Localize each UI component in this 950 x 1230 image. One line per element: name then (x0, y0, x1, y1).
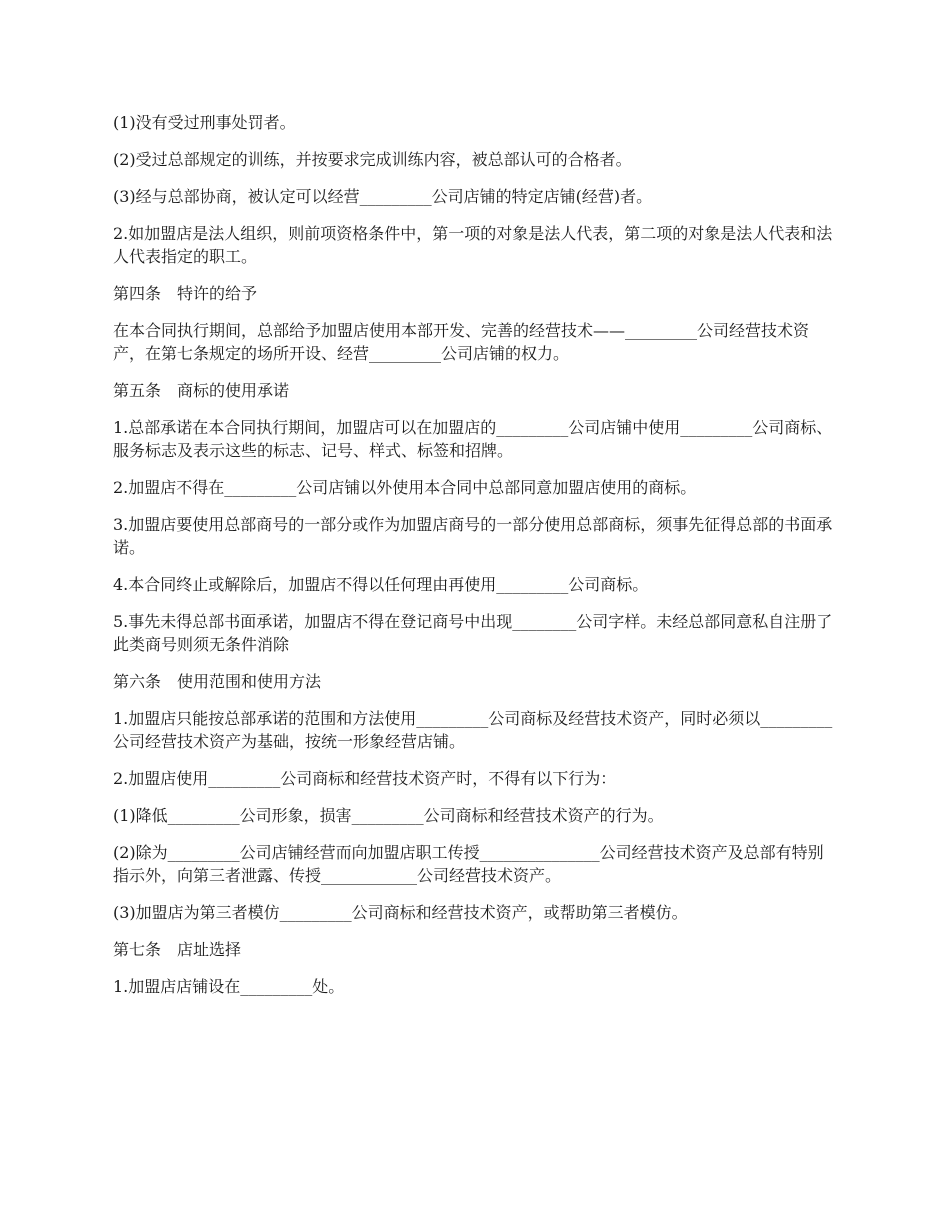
article-5-heading: 第五条 商标的使用承诺 (113, 381, 290, 400)
article-6-subitem-3: (3)加盟店为第三者模仿_________公司商标和经营技术资产，或帮助第三者模仿。 (113, 903, 688, 922)
clause-legal-entity: 2.如加盟店是法人组织，则前项资格条件中，第一项的对象是法人代表，第二项的对象是法人代表和法人代表指定的职工。 (113, 224, 833, 266)
article-5-item-5: 5.事先未得总部书面承诺，加盟店不得在登记商号中出现________公司字样。未经总部同意私自注册了此类商号则须无条件消除 (113, 612, 833, 654)
article-5-item-2: 2.加盟店不得在_________公司店铺以外使用本合同中总部同意加盟店使用的商标。 (113, 478, 697, 497)
article-6-item-2: 2.加盟店使用_________公司商标和经营技术资产时，不得有以下行为： (113, 769, 617, 788)
article-5-item-1: 1.总部承诺在本合同执行期间，加盟店可以在加盟店的_________公司店铺中使用_________公司商标、服务标志及表示这些的标志、记号、样式、标签和招牌。 (113, 418, 833, 460)
clause-qualification-2: (2)受过总部规定的训练，并按要求完成训练内容，被总部认可的合格者。 (113, 150, 632, 169)
article-6-heading: 第六条 使用范围和使用方法 (113, 672, 322, 691)
article-6-subitem-2: (2)除为_________公司店铺经营而向加盟店职工传授_______________公司经营技术资产及总部有特别指示外，向第三者泄露、传授____________公司经营技术资产。 (113, 843, 824, 885)
clause-qualification-1: (1)没有受过刑事处罚者。 (113, 113, 296, 132)
article-6-item-1: 1.加盟店只能按总部承诺的范围和方法使用_________公司商标及经营技术资产，同时必须以_________公司经营技术资产为基础，按统一形象经营店铺。 (113, 709, 833, 751)
article-6-subitem-1: (1)降低_________公司形象，损害_________公司商标和经营技术资产的行为。 (113, 806, 664, 825)
article-5-item-3: 3.加盟店要使用总部商号的一部分或作为加盟店商号的一部分使用总部商标，须事先征得总部的书面承诺。 (113, 515, 833, 557)
article-5-item-4: 4.本合同终止或解除后，加盟店不得以任何理由再使用_________公司商标。 (113, 575, 649, 594)
article-7-item-1: 1.加盟店店铺设在_________处。 (113, 977, 345, 996)
article-4-body: 在本合同执行期间，总部给予加盟店使用本部开发、完善的经营技术——_________公司经营技术资产，在第七条规定的场所开设、经营_________公司店铺的权力。 (113, 321, 810, 363)
article-4-heading: 第四条 特许的给予 (113, 284, 258, 303)
article-7-heading: 第七条 店址选择 (113, 940, 242, 959)
clause-qualification-3: (3)经与总部协商，被认定可以经营_________公司店铺的特定店铺(经营)者。 (113, 187, 653, 206)
document-page (113, 111, 837, 1012)
